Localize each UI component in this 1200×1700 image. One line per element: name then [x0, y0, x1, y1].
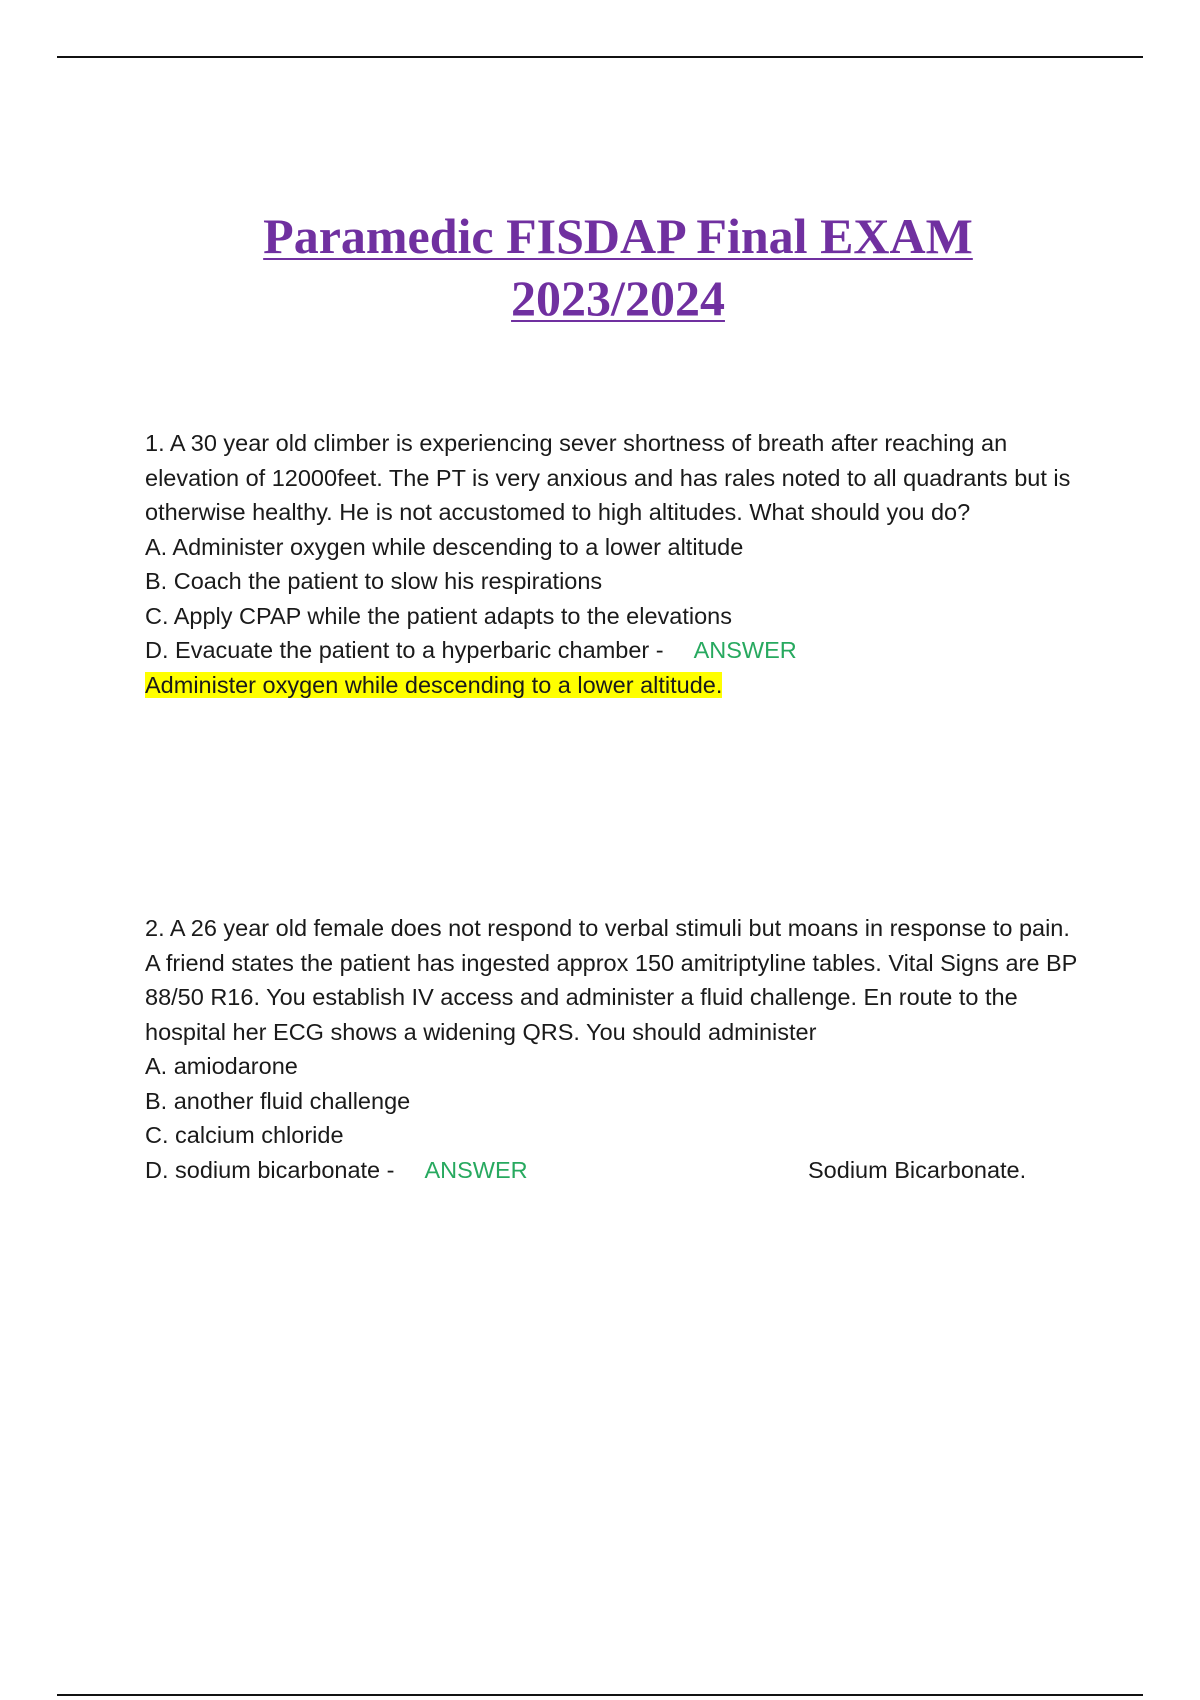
option-b: B. another fluid challenge — [145, 1087, 411, 1114]
question-number: 2. — [145, 915, 165, 941]
option-c: C. Apply CPAP while the patient adapts to the elevations — [145, 602, 732, 629]
question-stem — [145, 426, 1085, 530]
answer-text: Sodium Bicarbonate. — [808, 1156, 1027, 1183]
title-line-1: Paramedic FISDAP Final EXAM — [263, 208, 973, 264]
option-d-row — [145, 633, 1085, 668]
option-a: A. amiodarone — [145, 1053, 298, 1079]
top-rule — [57, 56, 1143, 58]
answer-text: Administer oxygen while descending to a lower altitude. — [145, 671, 723, 698]
question-text: A 30 year old climber is experiencing sever shortness of breath after reaching an elevation of 12000feet. The PT is very anxious and has rales noted to all quadrants but is otherwise healthy. He is not accustomed to high altitudes. What should you do? — [145, 430, 1071, 525]
option-d: D. Evacuate the patient to a hyperbaric chamber - — [145, 637, 664, 663]
title-line-2: 2023/2024 — [511, 270, 725, 326]
option-c: C. calcium chloride — [145, 1122, 344, 1148]
option-d: D. sodium bicarbonate - — [145, 1156, 395, 1183]
answer-label: ANSWER — [693, 637, 797, 663]
document-title — [0, 205, 1200, 329]
option-b: B. Coach the patient to slow his respirations — [145, 568, 603, 594]
question-1 — [145, 426, 1085, 702]
question-stem — [145, 911, 1085, 1049]
option-d-row — [145, 1153, 1085, 1188]
question-number: 1. — [145, 430, 165, 456]
question-2 — [145, 911, 1085, 1187]
option-a: A. Administer oxygen while descending to a lower altitude — [145, 533, 744, 560]
question-text: A 26 year old female does not respond to verbal stimuli but moans in response to pain. A friend states the patient has ingested approx 150 amitriptyline tables. Vital Signs are BP 88/50 R16. You establish IV access and administer a fluid challenge. En route to the hospital her ECG shows a widening QRS. You should administer — [145, 915, 1077, 1045]
answer-label: ANSWER — [424, 1156, 528, 1183]
bottom-rule — [57, 1694, 1143, 1696]
